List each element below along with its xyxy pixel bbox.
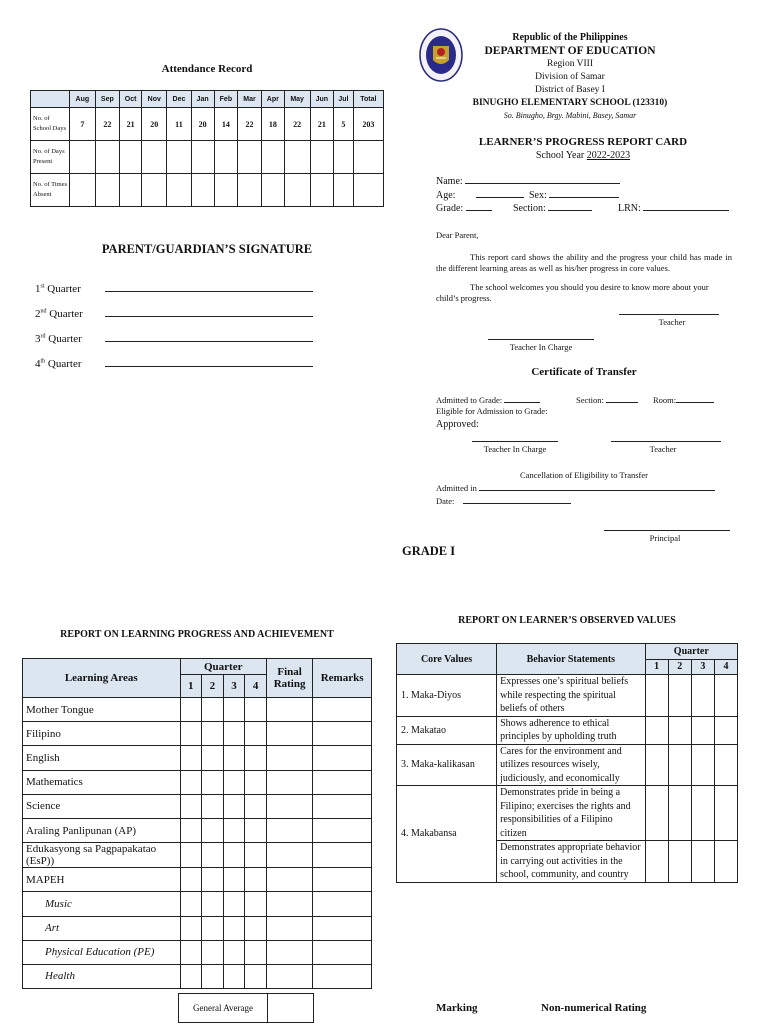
month-header: Jun [310, 91, 334, 108]
principal-line [604, 530, 730, 531]
marking-label: Marking [436, 1002, 478, 1014]
learning-area-row [23, 940, 372, 964]
grade-cell[interactable] [245, 818, 267, 842]
eligible-label: Eligible for Admission to Grade: [436, 406, 548, 416]
month-header: Total [353, 91, 383, 108]
learning-area-row [23, 722, 372, 746]
value-rating-cell[interactable] [645, 786, 668, 841]
value-rating-cell[interactable] [645, 744, 668, 786]
learning-area-name: Physical Education (PE) [23, 940, 181, 964]
value-rating-cell[interactable] [668, 744, 691, 786]
grade-cell[interactable] [313, 940, 372, 964]
cancel-title: Cancellation of Eligibility to Transfer [520, 470, 648, 480]
learning-area-name: MAPEH [23, 868, 181, 892]
room-field[interactable]: Room: [653, 395, 714, 406]
grade-cell[interactable] [313, 892, 372, 916]
value-rating-cell[interactable] [645, 675, 668, 717]
grade-cell[interactable] [313, 916, 372, 940]
behavior-statement: Shows adherence to ethical principles by upholding truth [497, 716, 646, 744]
guardian-quarter-row[interactable] [35, 333, 325, 358]
attendance-cell[interactable] [120, 174, 142, 207]
attendance-cell[interactable] [95, 141, 119, 174]
learning-area-name: Mother Tongue [23, 698, 181, 722]
header-department: DEPARTMENT OF EDUCATION [484, 45, 656, 57]
attendance-cell: 20 [191, 108, 214, 141]
value-rating-cell[interactable] [714, 744, 737, 786]
value-rating-cell[interactable] [691, 716, 714, 744]
learning-area-row [23, 964, 372, 988]
approved-label: Approved: [436, 419, 479, 430]
grade-cell[interactable] [180, 794, 202, 818]
month-header: Nov [142, 91, 167, 108]
grade-cell[interactable] [313, 964, 372, 988]
header-school: BINUGHO ELEMENTARY SCHOOL (123310) [472, 98, 668, 108]
grade-label: GRADE I [402, 544, 456, 558]
header-division: Division of Samar [535, 72, 605, 82]
grade-cell[interactable] [313, 746, 372, 770]
grade-cell[interactable] [313, 722, 372, 746]
grade-cell[interactable] [223, 868, 245, 892]
attendance-cell[interactable] [310, 174, 334, 207]
general-average-cell [267, 993, 314, 1023]
learning-area-row [23, 843, 372, 868]
learning-quarter-header: 3 [223, 675, 245, 698]
attendance-title: Attendance Record [161, 63, 253, 75]
rating-label: Non-numerical Rating [541, 1002, 647, 1014]
attendance-cell: 22 [95, 108, 119, 141]
dear-parent: Dear Parent, [436, 230, 479, 240]
learning-area-row [23, 698, 372, 722]
value-rating-cell[interactable] [691, 786, 714, 841]
grade-cell[interactable] [245, 964, 267, 988]
grade-cell[interactable] [202, 746, 224, 770]
month-header: Feb [214, 91, 238, 108]
grade-cell[interactable] [313, 770, 372, 794]
grade-cell[interactable] [266, 746, 312, 770]
core-value-name: 2. Makatao [397, 716, 497, 744]
name-field[interactable]: Name: [436, 176, 620, 187]
values-quarter-header: 4 [714, 659, 737, 675]
learning-table [22, 658, 372, 989]
value-rating-cell[interactable] [645, 716, 668, 744]
attendance-cell: 11 [167, 108, 191, 141]
attendance-cell[interactable] [95, 174, 119, 207]
month-header: Jul [334, 91, 354, 108]
grade-cell[interactable] [245, 770, 267, 794]
values-row [397, 744, 738, 786]
grade-cell[interactable] [180, 722, 202, 746]
value-rating-cell[interactable] [714, 786, 737, 841]
grade-cell[interactable] [202, 916, 224, 940]
grade-cell[interactable] [266, 818, 312, 842]
grade-cell[interactable] [202, 770, 224, 794]
grade-cell[interactable] [223, 698, 245, 722]
grade-cell[interactable] [202, 794, 224, 818]
learning-area-row [23, 818, 372, 842]
learning-area-row [23, 770, 372, 794]
grade-cell[interactable] [223, 722, 245, 746]
attendance-cell: 5 [334, 108, 354, 141]
attendance-cell[interactable] [142, 174, 167, 207]
values-title: REPORT ON LEARNER’S OBSERVED VALUES [458, 615, 676, 626]
values-row [397, 675, 738, 717]
guardian-signature-line[interactable] [105, 341, 313, 342]
grade-cell[interactable] [180, 892, 202, 916]
value-rating-cell[interactable] [668, 716, 691, 744]
month-header: Sep [95, 91, 119, 108]
grade-cell[interactable] [223, 818, 245, 842]
month-header: May [284, 91, 310, 108]
value-rating-cell[interactable] [691, 744, 714, 786]
attendance-cell: 203 [353, 108, 383, 141]
grade-cell[interactable] [266, 940, 312, 964]
guardian-quarter-row[interactable] [35, 283, 325, 308]
grade-field[interactable]: Grade: [436, 203, 492, 214]
month-header: Aug [70, 91, 96, 108]
month-header: Dec [167, 91, 191, 108]
guardian-signature-list [35, 283, 325, 383]
grade-cell[interactable] [180, 868, 202, 892]
header-republic: Republic of the Philippines [512, 32, 628, 43]
attendance-cell[interactable] [334, 141, 354, 174]
attendance-cell[interactable] [167, 174, 191, 207]
learning-area-name: English [23, 746, 181, 770]
guardian-signature-title: PARENT/GUARDIAN’S SIGNATURE [101, 242, 313, 256]
learning-quarter-header: 2 [202, 675, 224, 698]
learning-area-name: Mathematics [23, 770, 181, 794]
month-header: Jan [191, 91, 214, 108]
attendance-cell[interactable] [214, 174, 238, 207]
core-value-name: 4. Makabansa [397, 786, 497, 883]
header-district: District of Basey I [535, 85, 605, 95]
attendance-cell[interactable] [261, 141, 284, 174]
header-region: Region VIII [547, 59, 593, 69]
values-quarter-header: 3 [691, 659, 714, 675]
grade-cell[interactable] [245, 698, 267, 722]
learning-quarter-header: 4 [245, 675, 267, 698]
values-table [396, 643, 738, 883]
general-average-label: General Average [178, 993, 268, 1023]
letter-paragraph-1: This report card shows the ability and the progress your child has made in the different learning areas as well as his/her progress in core values. [436, 252, 732, 273]
teacher-in-charge-line [488, 339, 594, 340]
value-rating-cell[interactable] [668, 786, 691, 841]
learning-area-name: Filipino [23, 722, 181, 746]
guardian-signature-line[interactable] [105, 366, 313, 367]
admitted-grade-field[interactable]: Admitted to Grade: [436, 395, 540, 406]
guardian-signature-line[interactable] [105, 316, 313, 317]
learning-area-name: Music [23, 892, 181, 916]
grade-cell[interactable] [223, 964, 245, 988]
value-rating-cell[interactable] [668, 675, 691, 717]
grade-cell[interactable] [180, 916, 202, 940]
grade-cell[interactable] [266, 843, 312, 868]
attendance-cell[interactable] [70, 174, 96, 207]
learning-area-row [23, 868, 372, 892]
attendance-cell[interactable] [120, 141, 142, 174]
grade-cell[interactable] [223, 843, 245, 868]
teacher-label: Teacher [658, 317, 686, 327]
attendance-cell: 14 [214, 108, 238, 141]
guardian-quarter-label: 3rd Quarter [35, 333, 82, 345]
grade-cell[interactable] [313, 868, 372, 892]
attendance-cell[interactable] [70, 141, 96, 174]
grade-cell[interactable] [202, 892, 224, 916]
guardian-quarter-row[interactable] [35, 358, 325, 383]
grade-cell[interactable] [223, 892, 245, 916]
grade-cell[interactable] [266, 770, 312, 794]
behavior-statement: Demonstrates appropriate behavior in carrying out activities in the school, community, and country [497, 841, 646, 883]
grade-cell[interactable] [266, 916, 312, 940]
core-value-name: 1. Maka-Diyos [397, 675, 497, 717]
guardian-quarter-label: 4th Quarter [35, 358, 82, 370]
col-final-rating: Final Rating [266, 659, 312, 698]
header-address: So. Binugho, Brgy. Mabini, Basey, Samar [503, 111, 637, 120]
teacher-in-charge-label: Teacher In Charge [509, 342, 573, 352]
attendance-row [31, 108, 384, 141]
grade-cell[interactable] [202, 843, 224, 868]
lrn-field[interactable]: LRN: [618, 203, 729, 214]
grade-cell[interactable] [180, 746, 202, 770]
attendance-cell[interactable] [353, 174, 383, 207]
sex-field[interactable]: Sex: [529, 190, 619, 201]
col-learning-areas: Learning Areas [23, 659, 181, 698]
attendance-row-label: No. of School Days [31, 108, 70, 141]
deped-seal-icon [419, 28, 463, 82]
grade-cell[interactable] [266, 868, 312, 892]
grade-cell[interactable] [202, 818, 224, 842]
attendance-cell[interactable] [284, 174, 310, 207]
attendance-cell[interactable] [353, 141, 383, 174]
section-field[interactable]: Section: [513, 203, 592, 214]
grade-cell[interactable] [245, 916, 267, 940]
school-year: School Year 2022-2023 [535, 150, 631, 161]
behavior-statement: Demonstrates pride in being a Filipino; exercises the rights and responsibilities of a Filipino citizen [497, 786, 646, 841]
col-quarter: Quarter [180, 659, 266, 675]
guardian-quarter-label: 2nd Quarter [35, 308, 83, 320]
attendance-cell: 7 [70, 108, 96, 141]
report-card-title: LEARNER’S PROGRESS REPORT CARD [478, 136, 688, 148]
value-rating-cell[interactable] [714, 841, 737, 883]
learning-area-name: Art [23, 916, 181, 940]
value-rating-cell[interactable] [691, 841, 714, 883]
attendance-cell[interactable] [261, 174, 284, 207]
grade-cell[interactable] [245, 722, 267, 746]
principal-label: Principal [649, 533, 681, 543]
learning-area-name: Science [23, 794, 181, 818]
grade-cell[interactable] [313, 698, 372, 722]
values-quarter-header: 2 [668, 659, 691, 675]
value-rating-cell[interactable] [691, 675, 714, 717]
attendance-cell: 21 [310, 108, 334, 141]
attendance-row-label: No. of Days Present [31, 141, 70, 174]
behavior-statement: Cares for the environment and utilizes resources wisely, judiciously, and economically [497, 744, 646, 786]
grade-cell[interactable] [245, 940, 267, 964]
attendance-cell: 21 [120, 108, 142, 141]
grade-cell[interactable] [245, 868, 267, 892]
grade-cell[interactable] [180, 770, 202, 794]
attendance-cell[interactable] [142, 141, 167, 174]
grade-cell[interactable] [245, 794, 267, 818]
attendance-row-label: No. of Times Absent [31, 174, 70, 207]
grade-cell[interactable] [202, 868, 224, 892]
letter-paragraph-2: The school welcomes you should you desire to know more about your child’s progress. [436, 282, 709, 303]
learning-area-row [23, 916, 372, 940]
values-row [397, 786, 738, 841]
attendance-cell[interactable] [214, 141, 238, 174]
transfer-tic-line [472, 441, 558, 442]
attendance-cell[interactable] [238, 141, 262, 174]
learning-area-name: Araling Panlipunan (AP) [23, 818, 181, 842]
attendance-row [31, 141, 384, 174]
grade-cell[interactable] [223, 746, 245, 770]
transfer-title: Certificate of Transfer [531, 366, 637, 378]
attendance-cell[interactable] [284, 141, 310, 174]
grade-cell[interactable] [266, 698, 312, 722]
col-remarks: Remarks [313, 659, 372, 698]
guardian-signature-line[interactable] [105, 291, 313, 292]
grade-cell[interactable] [245, 892, 267, 916]
admitted-in-field[interactable]: Admitted in [436, 483, 715, 494]
learning-area-row [23, 892, 372, 916]
transfer-teacher-label: Teacher [649, 444, 677, 454]
grade-cell[interactable] [266, 964, 312, 988]
grade-cell[interactable] [245, 843, 267, 868]
attendance-cell: 22 [284, 108, 310, 141]
attendance-cell[interactable] [191, 174, 214, 207]
attendance-cell: 18 [261, 108, 284, 141]
learning-area-row [23, 746, 372, 770]
values-quarter-header: 1 [645, 659, 668, 675]
col-behavior: Behavior Statements [497, 644, 646, 675]
learning-area-row [23, 794, 372, 818]
attendance-cell[interactable] [167, 141, 191, 174]
grade-cell[interactable] [266, 722, 312, 746]
grade-cell[interactable] [266, 892, 312, 916]
month-header: Apr [261, 91, 284, 108]
transfer-teacher-line [611, 441, 721, 442]
values-row [397, 716, 738, 744]
value-rating-cell[interactable] [714, 675, 737, 717]
teacher-signature-line [619, 314, 719, 315]
value-rating-cell[interactable] [714, 716, 737, 744]
grade-cell[interactable] [266, 794, 312, 818]
grade-cell[interactable] [313, 818, 372, 842]
attendance-cell[interactable] [310, 141, 334, 174]
grade-cell[interactable] [223, 794, 245, 818]
learning-title: REPORT ON LEARNING PROGRESS AND ACHIEVEMENT [60, 629, 334, 640]
grade-cell[interactable] [313, 794, 372, 818]
grade-cell[interactable] [202, 940, 224, 964]
behavior-statement: Expresses one’s spiritual beliefs while respecting the spiritual beliefs of others [497, 675, 646, 717]
grade-cell[interactable] [202, 964, 224, 988]
grade-cell[interactable] [180, 698, 202, 722]
date-field[interactable]: Date: [436, 496, 571, 507]
grade-cell[interactable] [223, 770, 245, 794]
learning-area-name: Health [23, 964, 181, 988]
month-header: Oct [120, 91, 142, 108]
core-value-name: 3. Maka-kalikasan [397, 744, 497, 786]
grade-cell[interactable] [202, 722, 224, 746]
attendance-row [31, 174, 384, 207]
attendance-cell[interactable] [191, 141, 214, 174]
guardian-quarter-row[interactable] [35, 308, 325, 333]
grade-cell[interactable] [180, 940, 202, 964]
value-rating-cell[interactable] [645, 841, 668, 883]
school-year-value: 2022-2023 [586, 150, 631, 161]
guardian-quarter-label: 1st Quarter [35, 283, 81, 295]
learning-quarter-header: 1 [180, 675, 202, 698]
month-header: Mar [238, 91, 262, 108]
attendance-cell[interactable] [334, 174, 354, 207]
grade-cell[interactable] [223, 940, 245, 964]
age-field[interactable]: Age: [436, 190, 524, 201]
attendance-cell: 20 [142, 108, 167, 141]
grade-cell[interactable] [313, 843, 372, 868]
grade-cell[interactable] [223, 916, 245, 940]
attendance-table [30, 90, 384, 207]
transfer-tic-label: Teacher In Charge [483, 444, 547, 454]
col-core-values: Core Values [397, 644, 497, 675]
value-rating-cell[interactable] [668, 841, 691, 883]
learning-area-name: Edukasyong sa Pagpapakatao (EsP)) [23, 843, 181, 868]
col-values-quarter: Quarter [645, 644, 737, 660]
attendance-cell: 22 [238, 108, 262, 141]
grade-cell[interactable] [245, 746, 267, 770]
attendance-cell[interactable] [238, 174, 262, 207]
grade-cell[interactable] [180, 818, 202, 842]
grade-cell[interactable] [180, 843, 202, 868]
grade-cell[interactable] [180, 964, 202, 988]
grade-cell[interactable] [202, 698, 224, 722]
transfer-section-field[interactable]: Section: [576, 395, 638, 406]
